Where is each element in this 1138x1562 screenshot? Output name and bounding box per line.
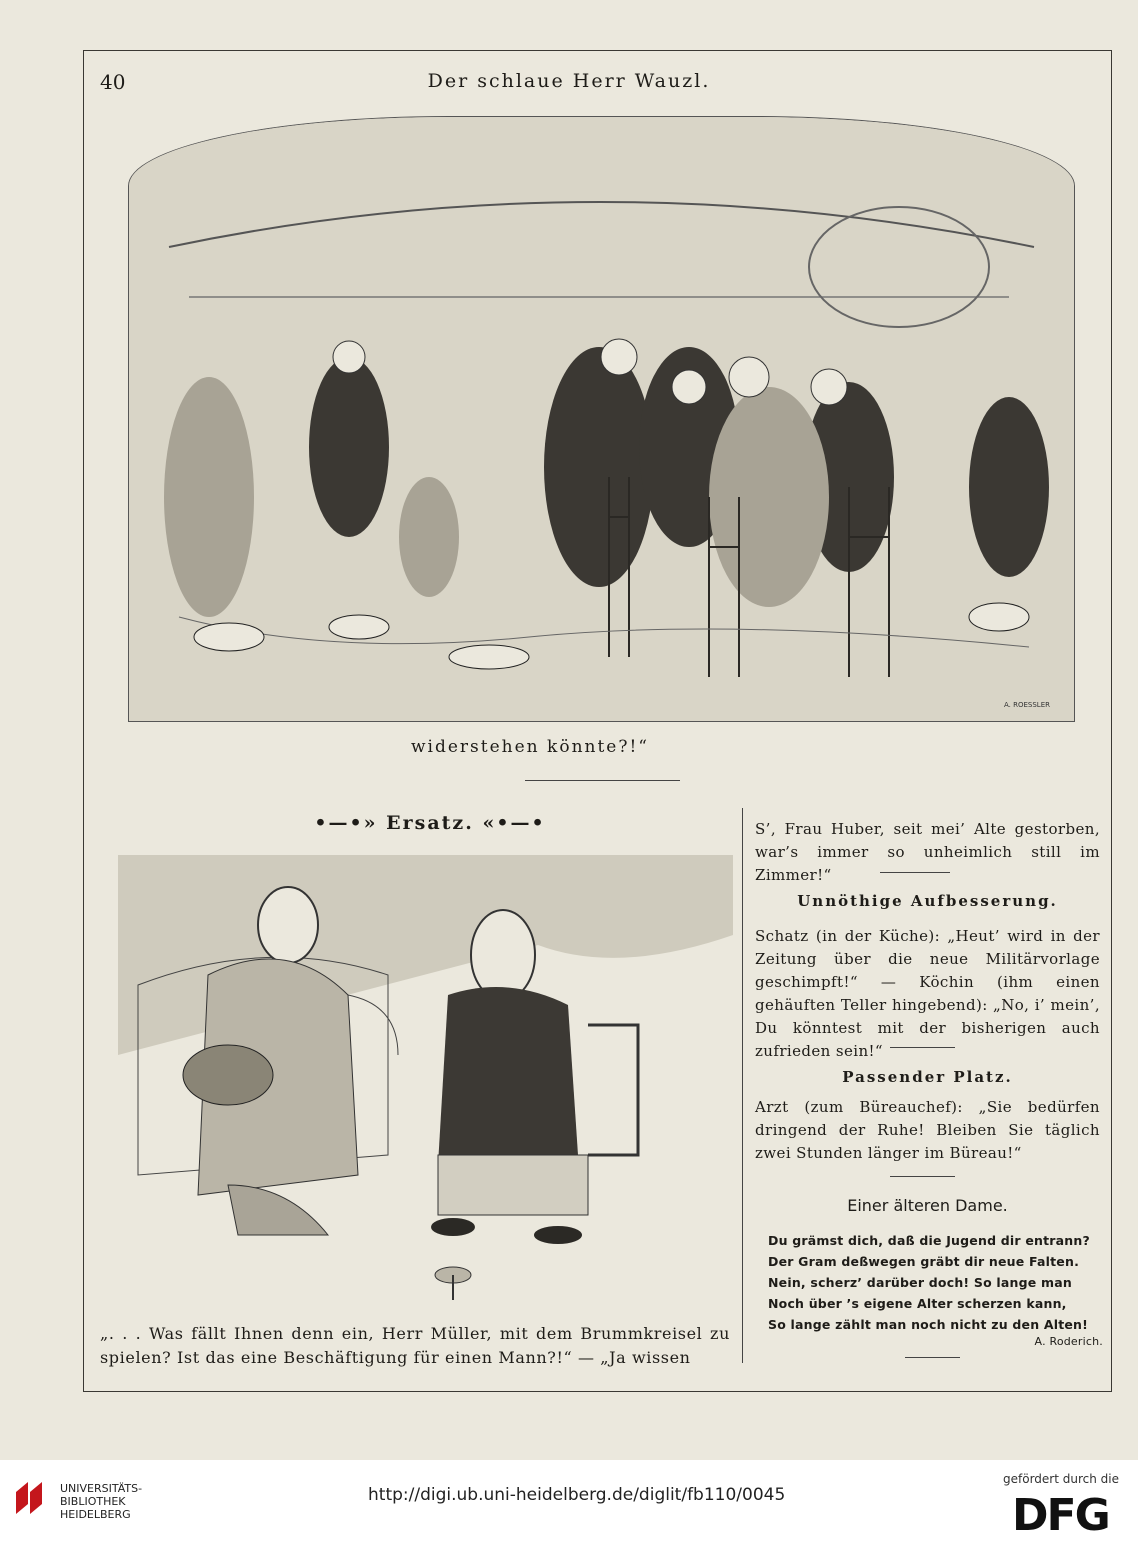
section-title: Unnöthige Aufbesserung.: [797, 892, 1058, 910]
ersatz-caption: „. . . Was fällt Ihnen denn ein, Herr Müller, mit dem Brummkreisel zu spielen? Ist das eine Beschäftigung für einen Mann?!“ — „Ja wissen: [100, 1324, 730, 1367]
dfg-logo[interactable]: DFG: [1012, 1490, 1109, 1541]
poem: [768, 1230, 1103, 1349]
beer-hall-illustration: [128, 116, 1075, 722]
divider: [890, 1176, 955, 1177]
library-logo-icon: [12, 1478, 52, 1518]
document-url-link[interactable]: http://digi.ub.uni-heidelberg.de/diglit/fb110/0045: [368, 1485, 786, 1505]
column-divider: [742, 808, 743, 1363]
page-number: 40: [100, 70, 126, 94]
section-text: Arzt (zum Büreauchef): „Sie bedürfen dringend der Ruhe! Bleiben Sie täglich zwei Stunden länger im Büreau!“: [755, 1098, 1100, 1162]
ersatz-title: •—•» Ersatz. «•—•: [314, 812, 546, 834]
section-unnoethige-body: [755, 925, 1100, 1063]
library-name[interactable]: UNIVERSITÄTS- BIBLIOTHEK HEIDELBERG: [60, 1482, 143, 1521]
divider: [525, 780, 680, 781]
divider: [905, 1357, 960, 1358]
divider: [890, 1047, 955, 1048]
poem-title: Einer älteren Dame.: [847, 1196, 1008, 1215]
ersatz-continuation: S’, Frau Huber, seit mei’ Alte gestorben, war’s immer so unheimlich still im Zimmer!“: [755, 820, 1100, 884]
section-passender-body: [755, 1096, 1100, 1165]
section-passender: [755, 1068, 1100, 1086]
old-couple-sketch: [118, 855, 733, 1315]
running-head: Der schlaue Herr Wauzl.: [427, 70, 711, 92]
ersatz-illustration: [118, 855, 733, 1315]
poem-line: Nein, scherz’ darüber doch! So lange man: [768, 1275, 1072, 1290]
beer-hall-sketch: [129, 117, 1074, 721]
poem-line: Du grämst dich, daß die Jugend dir entrann?: [768, 1233, 1090, 1248]
viewer-footer: [0, 1460, 1138, 1562]
poem-line: Der Gram deßwegen gräbt dir neue Falten.: [768, 1254, 1080, 1269]
poem-line: Noch über ’s eigene Alter scherzen kann,: [768, 1296, 1067, 1311]
funding-note: gefördert durch die: [1003, 1472, 1119, 1486]
illustration-signature: A. ROESSLER: [1004, 701, 1050, 709]
poem-author: A. Roderich.: [1034, 1335, 1103, 1348]
section-aelteren-dame: [755, 1196, 1100, 1215]
divider: [880, 872, 950, 873]
top-illustration-caption: widerstehen könnte?!“: [411, 737, 649, 757]
section-title: Passender Platz.: [842, 1068, 1013, 1086]
right-column: [755, 818, 1100, 887]
section-text: Schatz (in der Küche): „Heut’ wird in der Zeitung über die neue Militärvorlage geschimpft!“ — Köchin (ihm einen gehäuften Teller hingebend): „No, i’ mein’, Du könntest mit der bisherigen auch zufrieden sein!“: [755, 927, 1100, 1060]
section-unnoethige: [755, 892, 1100, 910]
poem-line: So lange zählt man noch nicht zu den Alten!: [768, 1317, 1089, 1332]
